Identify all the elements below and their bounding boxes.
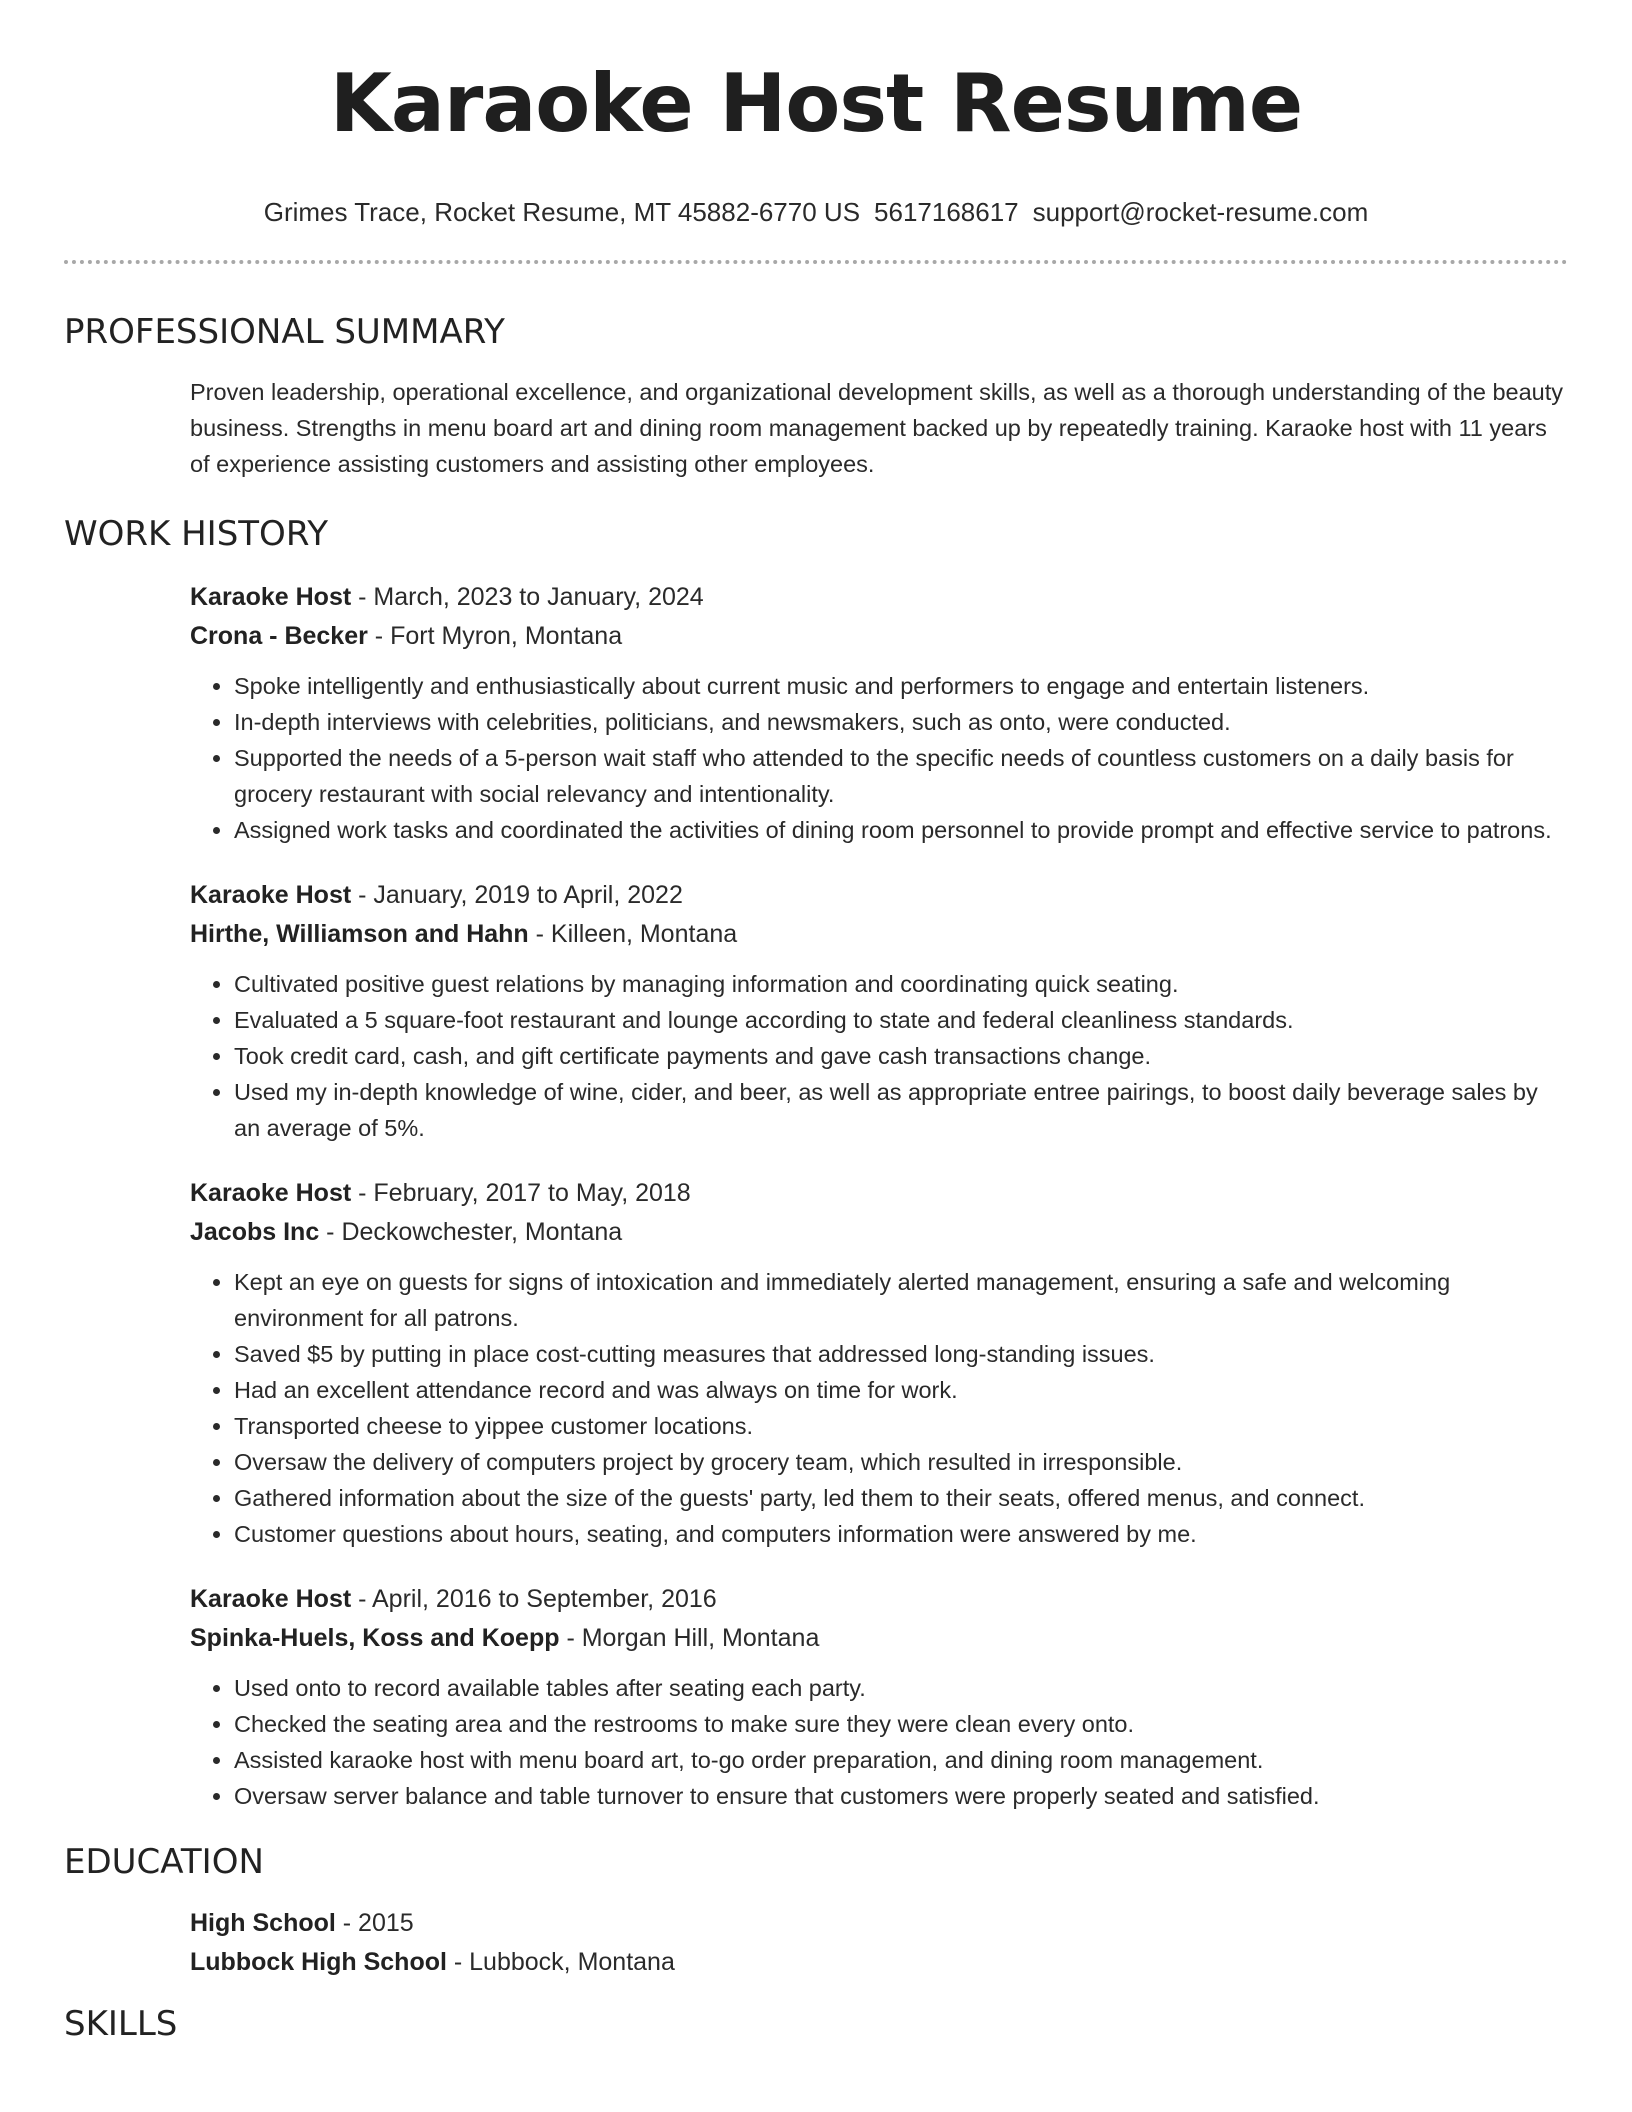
job-dates: - March, 2023 to January, 2024 (351, 583, 704, 611)
job-company-line (190, 1619, 1568, 1658)
contact-line (64, 194, 1568, 230)
job-title: Karaoke Host (190, 881, 352, 909)
contact-email[interactable]: support@rocket-resume.com (1032, 197, 1369, 227)
contact-address: Grimes Trace, Rocket Resume, MT 45882-6770 US (263, 197, 861, 227)
education-degree-line (190, 1904, 1568, 1943)
resume-page (64, 0, 1568, 2046)
education-school: Lubbock High School (190, 1948, 447, 1976)
job-company-line (190, 915, 1568, 954)
job-bullet: • Used onto to record available tables after seating each party. (234, 1670, 1568, 1706)
job-bullets (190, 966, 1568, 1146)
job-title-line (190, 876, 1568, 915)
job-company-line (190, 1213, 1568, 1252)
job-company-line (190, 617, 1568, 656)
education-location: - Lubbock, Montana (446, 1948, 675, 1976)
education-year: - 2015 (335, 1909, 414, 1937)
job-bullets (190, 1264, 1568, 1552)
header-divider (64, 260, 1568, 264)
resume-title: Karaoke Host Resume (329, 57, 1303, 150)
job-title: Karaoke Host (190, 1179, 352, 1207)
job-dates: - January, 2019 to April, 2022 (351, 881, 683, 909)
education-heading: EDUCATION (64, 1842, 264, 1882)
job-entry (190, 876, 1568, 1146)
job-entry (190, 1580, 1568, 1814)
job-location: - Morgan Hill, Montana (559, 1624, 820, 1652)
contact-phone: 5617168617 (874, 197, 1019, 227)
job-bullet: • Used my in-depth knowledge of wine, cider, and beer, as well as appropriate entree pairings, to boost daily beverage sales by an average of 5%. (234, 1074, 1568, 1146)
job-company: Crona - Becker (190, 622, 368, 650)
job-title-line (190, 1580, 1568, 1619)
skills-heading: SKILLS (64, 2004, 178, 2044)
work-history-heading: WORK HISTORY (64, 514, 329, 554)
job-location: - Fort Myron, Montana (367, 622, 623, 650)
job-bullet: • Oversaw the delivery of computers project by grocery team, which resulted in irresponsible. (234, 1444, 1568, 1480)
job-bullet: • Checked the seating area and the restrooms to make sure they were clean every onto. (234, 1706, 1568, 1742)
job-bullet: • Kept an eye on guests for signs of intoxication and immediately alerted management, ensuring a safe and welcoming environment for all patrons. (234, 1264, 1568, 1336)
education-entry (190, 1904, 1568, 1982)
job-dates: - April, 2016 to September, 2016 (351, 1585, 717, 1613)
job-bullet: • Spoke intelligently and enthusiastically about current music and performers to engage and entertain listeners. (234, 668, 1568, 704)
education-school-line (190, 1943, 1568, 1982)
job-bullets (190, 1670, 1568, 1814)
job-bullet: • Evaluated a 5 square-foot restaurant and lounge according to state and federal cleanliness standards. (234, 1002, 1568, 1038)
summary-text: Proven leadership, operational excellence, and organizational development skills, as well as a thorough understanding of the beauty business. Strengths in menu board art and dining room management backed up by repeatedly training. Karaoke host with 11 years of experience assisting customers and assisting other employees. (190, 379, 1564, 477)
job-entry (190, 578, 1568, 848)
job-title-line (190, 1174, 1568, 1213)
education-degree: High School (190, 1909, 336, 1937)
job-dates: - February, 2017 to May, 2018 (351, 1179, 691, 1207)
job-bullets (190, 668, 1568, 848)
job-bullet: • Transported cheese to yippee customer locations. (234, 1408, 1568, 1444)
job-bullet: • Cultivated positive guest relations by managing information and coordinating quick seating. (234, 966, 1568, 1002)
job-bullet: • In-depth interviews with celebrities, politicians, and newsmakers, such as onto, were conducted. (234, 704, 1568, 740)
job-bullet: • Customer questions about hours, seating, and computers information were answered by me. (234, 1516, 1568, 1552)
job-title-line (190, 578, 1568, 617)
job-bullet: • Took credit card, cash, and gift certificate payments and gave cash transactions change. (234, 1038, 1568, 1074)
job-company: Hirthe, Williamson and Hahn (190, 920, 529, 948)
job-location: - Deckowchester, Montana (319, 1218, 623, 1246)
job-company: Jacobs Inc (190, 1218, 320, 1246)
job-entry (190, 1174, 1568, 1552)
job-bullet: • Assisted karaoke host with menu board art, to-go order preparation, and dining room management. (234, 1742, 1568, 1778)
summary-heading: PROFESSIONAL SUMMARY (64, 312, 505, 352)
job-bullet: • Had an excellent attendance record and was always on time for work. (234, 1372, 1568, 1408)
job-location: - Killeen, Montana (528, 920, 738, 948)
job-bullet: • Oversaw server balance and table turnover to ensure that customers were properly seated and satisfied. (234, 1778, 1568, 1814)
job-bullet: • Gathered information about the size of the guests' party, led them to their seats, offered menus, and connect. (234, 1480, 1568, 1516)
job-company: Spinka-Huels, Koss and Koepp (190, 1624, 560, 1652)
job-bullet: • Supported the needs of a 5-person wait staff who attended to the specific needs of countless customers on a daily basis for grocery restaurant with social relevancy and intentionality. (234, 740, 1568, 812)
job-bullet: • Assigned work tasks and coordinated the activities of dining room personnel to provide prompt and effective service to patrons. (234, 812, 1568, 848)
job-bullet: • Saved $5 by putting in place cost-cutting measures that addressed long-standing issues. (234, 1336, 1568, 1372)
job-title: Karaoke Host (190, 1585, 352, 1613)
job-title: Karaoke Host (190, 583, 352, 611)
